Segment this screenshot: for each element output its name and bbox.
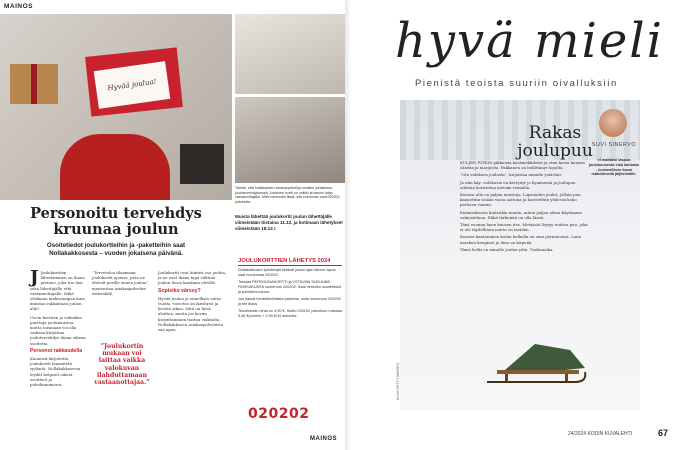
body-paragraph: Kuusen kantaminen kotiin kelkalla on oma perinteensä. Lumi narskuu kengissä ja ilma on kirpeää. [460, 234, 582, 245]
body-paragraph: ”Ota valokuva joulusta”, kirjoittaa minulle ystäväni. [460, 172, 562, 178]
left-page [0, 0, 345, 450]
photo-credit: KUVA GETTY IMAGES [396, 362, 400, 400]
pull-quote: ”Joulukortin mukaan voi laittaa vaikka valokuvan ilahduttamaan vastaanottajaa.” [94, 343, 150, 387]
card-text: Hyvää joulua! [107, 77, 157, 93]
author-avatar [598, 108, 628, 138]
column-2a [92, 270, 152, 299]
article-body [460, 160, 588, 254]
body-paragraph: Tänä vuonna haen kuusen itse. Metsästä löytyy tuuhea puu, joka ei ole täydellinen mutta on meidän. [460, 222, 588, 233]
section-tagline: Pienistä teoista suuriin oivalluksiin [415, 78, 618, 89]
dropcap: J [30, 267, 39, 288]
sled-seat [497, 370, 579, 374]
sidebar-paragraph: Tekstaa PERSOONAKORTTI ja YSTÄVÄN SUKUNIMI PAIKKAKUNTA numeroon 020202. Saat henkilön osoitetiedot ja puhelinnumeron. [238, 280, 342, 294]
tree-graphic [505, 344, 585, 372]
photo-caption: Tanskli, että Nollakaksen asiakaspalvelija onnistui jokaisessa joulutervehdyksessä. Jokainen kortti on uniikki ja kaunis lahja vastaanottajalle. Mitä enemmän tilaat, sitä enemmän saat 020202 palveluita. [235, 186, 340, 204]
gift-box-graphic [10, 64, 58, 104]
article-headline: Personoitu tervehdys kruunaa joulun [30, 205, 202, 238]
sled-leg [505, 374, 508, 382]
sidebar-paragraph: Tekstiviestin hinta on 4,90 €. Soitto 020202 palveluun maksaa 3,46 €/puhelu + 0,99 €/10 sekuntia. [238, 309, 342, 318]
column-1 [30, 267, 86, 390]
family-photo [235, 14, 345, 94]
section-tag: MAINOS [4, 3, 33, 10]
sled-with-tree-graphic [475, 340, 595, 388]
col1-paragraph: Kauniisti kirjoitettu joulukortti lämmittää sydäntä. Nollakakkosesta löydät helposti oikeat osoitteet ja puhelinnumerot. [30, 356, 81, 388]
section-script-title: hyvä mieli [395, 13, 664, 69]
body-paragraph: Ja niin käy: valokuvia on kertynyt jo kymmeniä ja joulupuu odottaa koristelua metsän reunalla. [460, 179, 576, 190]
col3-heading: Sopisiko värssy? [158, 287, 201, 294]
sidebar-body [238, 268, 342, 319]
article-title: Rakas joulupuu [517, 123, 593, 161]
sled-leg [565, 374, 568, 382]
sidebar-paragraph: Nollakakkosen työntekijät tietävät joulun ajan kiireet. Apua saat numerosta 020202. [238, 268, 336, 277]
body-paragraph: KULJEN PITKIN pikkuista kesämökkitietä ja otan kuvia kuusen oksista ja marjoista. Pakkanen on hellittänyt lopulta. [460, 160, 585, 171]
column-3 [158, 270, 228, 335]
article-subhead: Osoitetiedot joulukortteihin ja -paketteihin saat Nollakakkosesta – vuoden jokaisena päivänä. [46, 242, 186, 257]
sidebar-title: JOULUKORTTIEN LÄHETYS 2024 [238, 258, 342, 266]
red-sleeve-graphic [60, 134, 170, 200]
page-gutter [345, 0, 350, 450]
sidebar-box [238, 258, 342, 321]
page-number: 67 [658, 428, 669, 438]
footer-tag: MAINOS [310, 436, 337, 442]
deadline-note: Muista lähettää joulukortit joulun lähettäjälle viimeistään tiistaina 11.12. ja kotimaan lähetykset viimeistään 18.12.! [235, 214, 343, 231]
col1-paragraph: Usein korttien ja valmiiksi puettuja joulumuistoa, mutta toisinaan voi olla vaikeaa kirjoittaa joulutervehdys ilman oikeaa osoitetta. [30, 314, 86, 346]
service-number: 020202 [248, 406, 310, 422]
footer-publication: 24/2024 KODIN KUVALEHTI [568, 431, 633, 437]
sidebar-paragraph: Jos haluat henkilökohtaista palvelua, soita numeroon 020202 ja tee tilaus. [238, 297, 341, 306]
body-paragraph: Tämä hetki on minulle joulun ydin. Tuuksuaika. [460, 246, 554, 252]
body-paragraph: Kuusen alla on paljon muistoja. Lapsuuden joulut, jolloin puu kannettiin sisään vasta aattona ja koristeltiin yhdessä koko perheen voimin. [460, 192, 581, 208]
author-name: SUVI SINERVO [591, 142, 637, 148]
christmas-card-photo [0, 14, 232, 200]
author-bio: ei malttaisi laspua joulukuusesta eikä lainkaan - kummallinen kausi mäkeläisellä jäljitelmälle. [588, 158, 640, 177]
col1-paragraph: J Joulukorttien lähettäminen on ihana perinne, joka tuo ilon sekä lähettäjälle että vastaanottajalle. Mikä olisikaan mukavampaa kuin muistaa rakkaitaan joulun alla? [30, 267, 85, 312]
dark-gift-graphic [180, 144, 224, 184]
col2-paragraph: ”Tervetuloa tilaamaan joulukortit ajoissa, jotta ne ehtivät perille ennen joulua”, muistuttaa asiakaspalvelun esihenkilö. [92, 270, 150, 296]
col1-heading: Personoi rakkaudella [30, 347, 83, 354]
body-paragraph: Enimmäkseen kuitenkin mietin, miten paljon aikaa käytämme valmisteluun. Ehkä tärkeintä on olla läsnä. [460, 209, 582, 220]
col3-paragraph: Hyvää joulua ja onnellista uutta vuotta -toivotus on ikivihreä ja kestää aikaa. Siitä on hyvä aloittaa, mutta jos kortin kirjoittaminen tuntuu vaikealta, Nollakakkosen asiakaspalvelusta saa apua. [158, 295, 224, 333]
gifts-photo [235, 97, 345, 183]
col3-paragraph: Joulukortit ovat kiinteä osa joulua, ja ne ovat ihana tapa välittää joulun ilosia kaukana oleville. [158, 270, 227, 286]
